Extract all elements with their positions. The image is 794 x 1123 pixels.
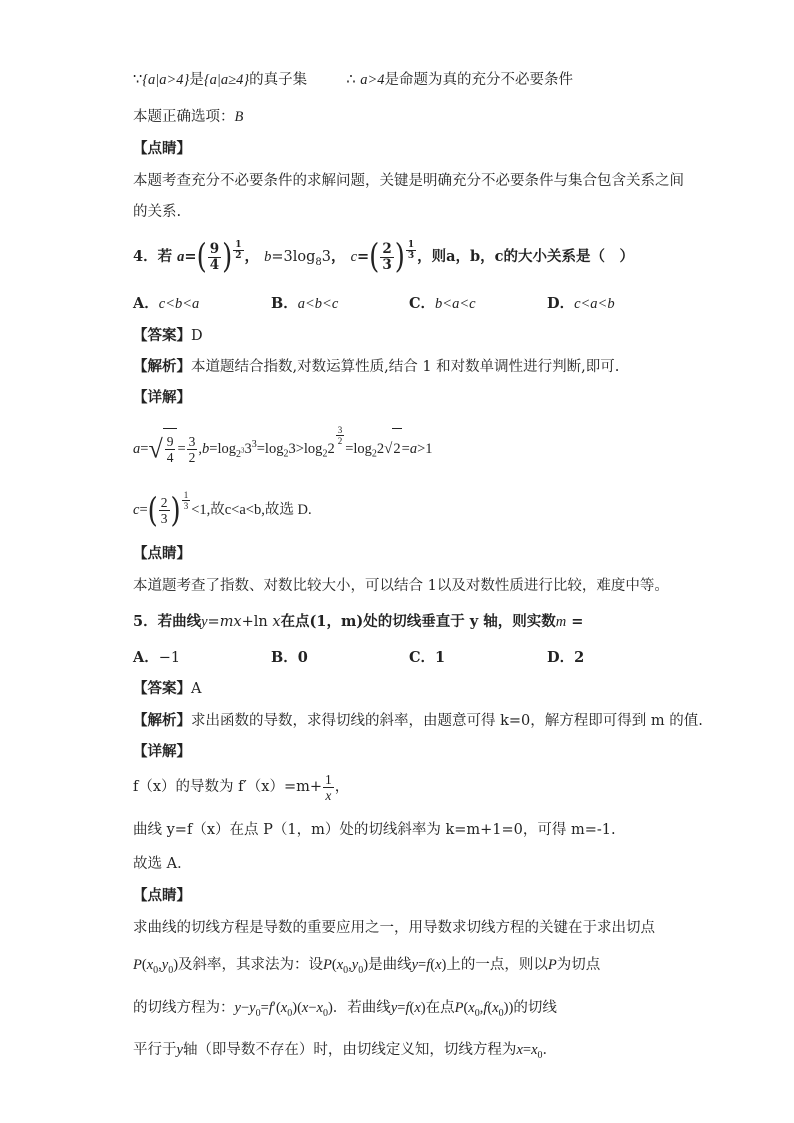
proper-subset-text: 的真子集 (249, 72, 308, 88)
is-text: 是 (189, 72, 204, 88)
q5-dianjing-4: 平行于y轴（即导数不存在）时，由切线定义知，切线方程为$x=x_0$． (133, 1042, 557, 1061)
q4-dianjing-heading: 【点睛】 (133, 545, 191, 562)
q4-option-d: D．c<a<b (547, 295, 615, 312)
q4-analysis (133, 357, 619, 377)
q5-answer (133, 679, 201, 699)
answer-value: A (191, 681, 202, 697)
q5-option-d: D．2 (547, 649, 585, 666)
q5-detail-3: 故选 A． (133, 856, 192, 872)
answer-heading: 【答案】 (133, 327, 191, 344)
q5-options (133, 648, 685, 668)
q4-options (133, 294, 685, 314)
q4-number: 4．若 (133, 248, 173, 265)
q5-option-a: A．−1 (133, 649, 181, 666)
q3-dianjing-heading: 【点睛】 (133, 140, 191, 157)
q5-detail-heading: 【详解】 (133, 743, 191, 760)
answer-label: 本题正确选项： (133, 109, 235, 125)
conclusion-text: 是命题为真的充分不必要条件 (384, 72, 574, 88)
q4-option-a: A．c<b<a (133, 295, 200, 312)
q4-option-b: B．a<b<c (271, 295, 339, 312)
analysis-heading: 【解析】 (133, 358, 191, 375)
answer-value: B (234, 109, 244, 125)
q4-stem: 4．若 a=( $\frac{9}{4}$ ) $^{\frac{1}{2}}$ ， $b=3\log_83$， c=( $\frac{2}{3}$ ) $^{\frac{1}{3}}$ ，则a，b，c的大小关系是（ ） (133, 237, 635, 277)
q5-option-c: C．1 (409, 649, 446, 666)
set-b: {a|a≥4} (203, 72, 250, 88)
q5-dianjing-heading: 【点睛】 (133, 887, 191, 904)
q4-dianjing-text: 本道题考查了指数、对数比较大小，可以结合 1以及对数性质进行比较，难度中等。 (133, 578, 669, 594)
answer-value: D (191, 328, 203, 344)
q3-answer-line (133, 107, 243, 127)
condition: a>4 (360, 72, 385, 88)
analysis-text: 求出函数的导数，求得切线的斜率，由题意可得 k=0，解方程即可得到 m 的值. (191, 713, 703, 729)
q5-analysis (133, 711, 703, 731)
q5-detail-2: 曲线 y=f（x）在点 P（1，m）处的切线斜率为 k=m+1=0，可得 m=-1. (133, 822, 616, 838)
q5-dianjing-1: 求曲线的切线方程是导数的重要应用之一，用导数求切线方程的关键在于求出切点 (133, 920, 655, 936)
set-a: {a|a>4} (142, 72, 190, 88)
q4-detail-heading: 【详解】 (133, 389, 191, 406)
answer-heading: 【答案】 (133, 680, 191, 697)
q4-detail-line2: c=( $\frac{2}{3}$ ) $^{\frac{1}{3}}$ <1,故c<a<b,故选 D. (133, 490, 312, 531)
q5-dianjing-3: 的切线方程为：$y-y_0=f'(x_0)(x-x_0)$．若曲线y=f(x)在点$P(x_0,f(x_0))$的切线 (133, 1000, 557, 1019)
q5-detail-1: f（x）的导数为 f′（x）=m+ $\frac{1}{x}$ ， (133, 771, 350, 803)
therefore-symbol: ∴ (346, 72, 356, 88)
q3-dianjing-text-1: 本题考查充分不必要条件的求解问题，关键是明确充分不必要条件与集合包含关系之间 (133, 173, 684, 189)
q5-stem: 5．若曲线y=mx+ln x在点(1，m)处的切线垂直于 y 轴，则实数m = (133, 613, 584, 630)
q5-dianjing-2: $P(x_0,y_0)$及斜率，其求法为：设$P(x_0,y_0)$是曲线y=f(x)上的一点，则以P为切点 (133, 957, 601, 976)
q4-answer (133, 326, 203, 346)
analysis-text: 本道题结合指数,对数运算性质,结合 1 和对数单调性进行判断,即可. (191, 359, 620, 375)
q5-option-b: B．0 (271, 649, 308, 666)
q4-option-c: C．b<a<c (409, 295, 476, 312)
q4-stem-tail: ，则a，b，c的大小关系是（ ） (417, 248, 635, 265)
q4-detail-line1: a=√ $\frac{9}{4}$ = $\frac{3}{2}$ $,b=\log_{2^3}3^3=\log_23>\log_22$ $^{\frac{3}{2}}$ $=\log_22√2=a>1$ (133, 425, 433, 475)
q4-detail-conclusion: 故c<a<b,故选 D. (210, 502, 312, 518)
q3-dianjing-text-2: 的关系. (133, 204, 182, 220)
q3-subset-line: ∵{a|a>4}是{a|a≥4}的真子集 ∴ a>4是命题为真的充分不必要条件 (133, 72, 574, 88)
analysis-heading: 【解析】 (133, 712, 191, 729)
